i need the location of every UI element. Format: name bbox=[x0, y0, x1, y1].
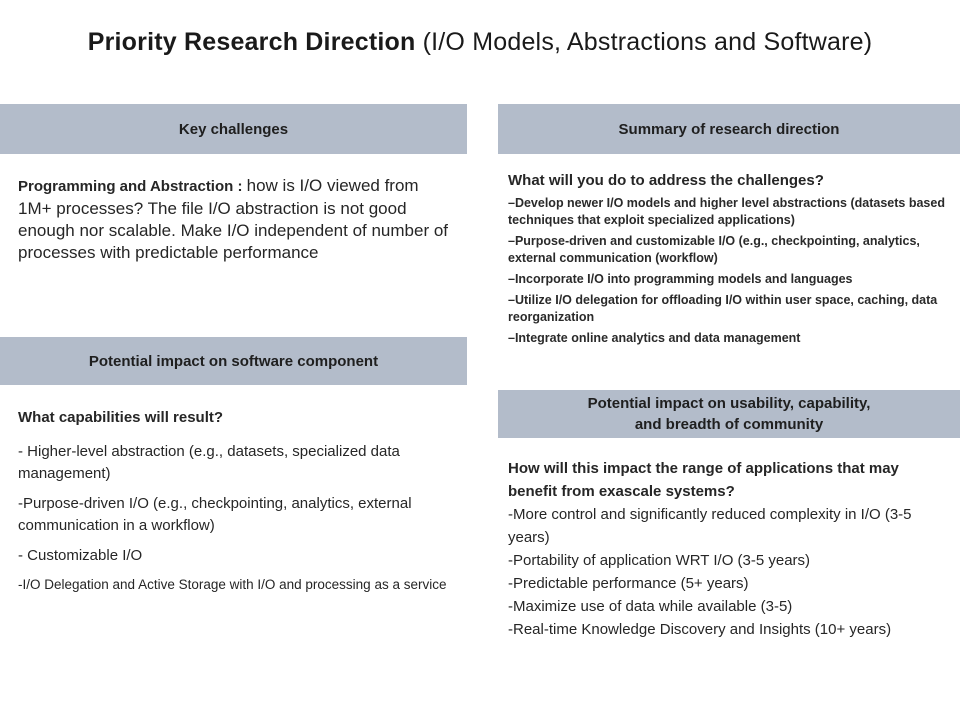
key-challenges-lead: Programming and Abstraction : bbox=[18, 178, 247, 195]
summary-question: What will you do to address the challenges? bbox=[508, 172, 824, 189]
usability-impact-header-line2: and breadth of community bbox=[634, 416, 824, 433]
software-impact-header bbox=[0, 337, 467, 385]
summary-list bbox=[508, 195, 948, 347]
summary-body bbox=[508, 170, 948, 351]
key-challenges-header-label: Key challenges bbox=[178, 120, 289, 138]
software-impact-question: What capabilities will result? bbox=[18, 409, 224, 426]
usability-impact-header bbox=[498, 390, 960, 438]
usability-impact-item: -Real-time Knowledge Discovery and Insights (10+ years) bbox=[508, 621, 892, 638]
summary-header bbox=[498, 104, 960, 154]
key-challenges-body bbox=[18, 175, 448, 264]
summary-item: –Integrate online analytics and data management bbox=[508, 331, 801, 345]
page-title bbox=[0, 28, 960, 57]
title-bold: Priority Research Direction bbox=[87, 28, 416, 56]
summary-item: –Utilize I/O delegation for offloading I/O within user space, caching, data reorganization bbox=[508, 293, 938, 324]
usability-impact-header-line1: Potential impact on usability, capability, bbox=[587, 395, 871, 412]
title-rest: (I/O Models, Abstractions and Software) bbox=[415, 28, 873, 56]
summary-item: –Incorporate I/O into programming models and languages bbox=[508, 272, 853, 286]
usability-impact-item: -More control and significantly reduced complexity in I/O (3-5 years) bbox=[508, 506, 912, 546]
summary-item: –Purpose-driven and customizable I/O (e.g., checkpointing, analytics, external communication (workflow) bbox=[508, 234, 920, 265]
usability-impact-item: -Maximize use of data while available (3-5) bbox=[508, 598, 793, 615]
usability-impact-item: -Predictable performance (5+ years) bbox=[508, 575, 749, 592]
summary-item: –Develop newer I/O models and higher level abstractions (datasets based techniques that exploit specialized applications) bbox=[508, 196, 945, 227]
key-challenges-text: how is I/O viewed from 1M+ processes? The file I/O abstraction is not good enough nor scalable. Make I/O independent of number of processes with predictable performance bbox=[18, 176, 449, 262]
software-impact-item: -I/O Delegation and Active Storage with I/O and processing as a service bbox=[18, 577, 447, 592]
software-impact-header-label: Potential impact on software component bbox=[88, 352, 379, 370]
software-impact-body bbox=[18, 407, 456, 595]
usability-impact-question: How will this impact the range of applications that may benefit from exascale systems? bbox=[508, 460, 899, 500]
key-challenges-header bbox=[0, 104, 467, 154]
usability-impact-item: -Portability of application WRT I/O (3-5 years) bbox=[508, 552, 811, 569]
software-impact-item: - Higher-level abstraction (e.g., datasets, specialized data management) bbox=[18, 443, 400, 482]
software-impact-item: - Customizable I/O bbox=[18, 547, 143, 564]
software-impact-item: -Purpose-driven I/O (e.g., checkpointing, analytics, external communication in a workflow) bbox=[18, 495, 412, 534]
usability-impact-body bbox=[508, 457, 952, 641]
summary-header-label: Summary of research direction bbox=[618, 120, 840, 138]
